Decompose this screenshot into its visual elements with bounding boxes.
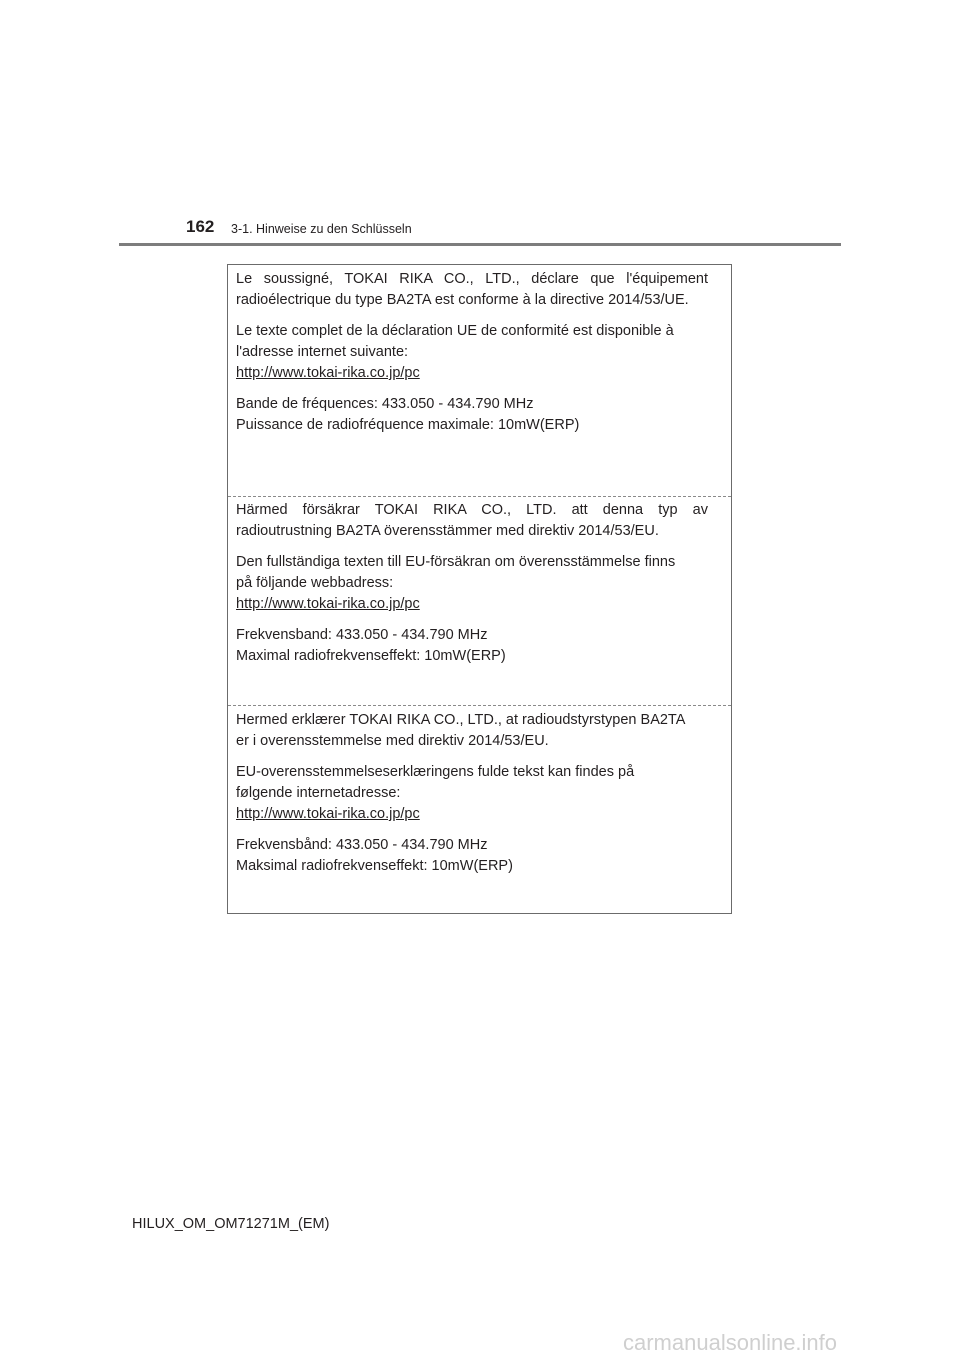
french-declaration-text: Le soussigné, TOKAI RIKA CO., LTD., déclare que l'équipement radioélectrique du type BA2TA est conforme à la directive 2014/53/UE. [236, 271, 708, 308]
french-radio-specs [236, 394, 708, 436]
danish-declaration-line2: er i overensstemmelse med direktiv 2014/53/EU. [236, 733, 549, 749]
danish-declaration-text [236, 710, 708, 752]
french-fulltext-line2: l'adresse internet suivante: [236, 344, 409, 360]
swedish-declaration-section [236, 500, 708, 667]
section-divider [228, 705, 731, 706]
conformity-notice-box [227, 264, 732, 914]
swedish-fulltext-line1: Den fullständiga texten till EU-försäkran om överensstämmelse finns [236, 554, 676, 570]
danish-fulltext-line2: følgende internetadresse: [236, 785, 401, 801]
header-rule [119, 243, 841, 246]
swedish-url-link[interactable]: http://www.tokai-rika.co.jp/pc [236, 596, 420, 612]
danish-url-link[interactable]: http://www.tokai-rika.co.jp/pc [236, 806, 420, 822]
section-title: 3-1. Hinweise zu den Schlüsseln [231, 222, 412, 236]
french-declaration-section [236, 269, 708, 436]
danish-max-power: Maksimal radiofrekvenseffekt: 10mW(ERP) [236, 858, 513, 874]
danish-declaration-line1: Hermed erklærer TOKAI RIKA CO., LTD., at radioudstyrstypen BA2TA [236, 712, 686, 728]
danish-frequency-band: Frekvensbånd: 433.050 - 434.790 MHz [236, 837, 488, 853]
swedish-radio-specs [236, 625, 708, 667]
french-fulltext-notice [236, 321, 708, 384]
danish-declaration-section [236, 710, 708, 877]
page-number: 162 [186, 217, 215, 236]
watermark: carmanualsonline.info [623, 1330, 838, 1355]
danish-fulltext-notice [236, 762, 708, 825]
swedish-declaration-text: Härmed försäkrar TOKAI RIKA CO., LTD. att denna typ av radioutrustning BA2TA överensstämmer med direktiv 2014/53/EU. [236, 502, 708, 539]
danish-radio-specs [236, 835, 708, 877]
danish-fulltext-line1: EU-overensstemmelseserklæringens fulde tekst kan findes på [236, 764, 635, 780]
swedish-fulltext-notice [236, 552, 708, 615]
french-frequency-band: Bande de fréquences: 433.050 - 434.790 MHz [236, 396, 534, 412]
french-fulltext-line1: Le texte complet de la déclaration UE de conformité est disponible à [236, 323, 674, 339]
french-url-link[interactable]: http://www.tokai-rika.co.jp/pc [236, 365, 420, 381]
manual-code: HILUX_OM_OM71271M_(EM) [132, 1216, 330, 1232]
swedish-fulltext-line2: på följande webbadress: [236, 575, 394, 591]
french-max-power: Puissance de radiofréquence maximale: 10mW(ERP) [236, 417, 580, 433]
swedish-frequency-band: Frekvensband: 433.050 - 434.790 MHz [236, 627, 488, 643]
section-divider [228, 496, 731, 497]
swedish-max-power: Maximal radiofrekvenseffekt: 10mW(ERP) [236, 648, 506, 664]
